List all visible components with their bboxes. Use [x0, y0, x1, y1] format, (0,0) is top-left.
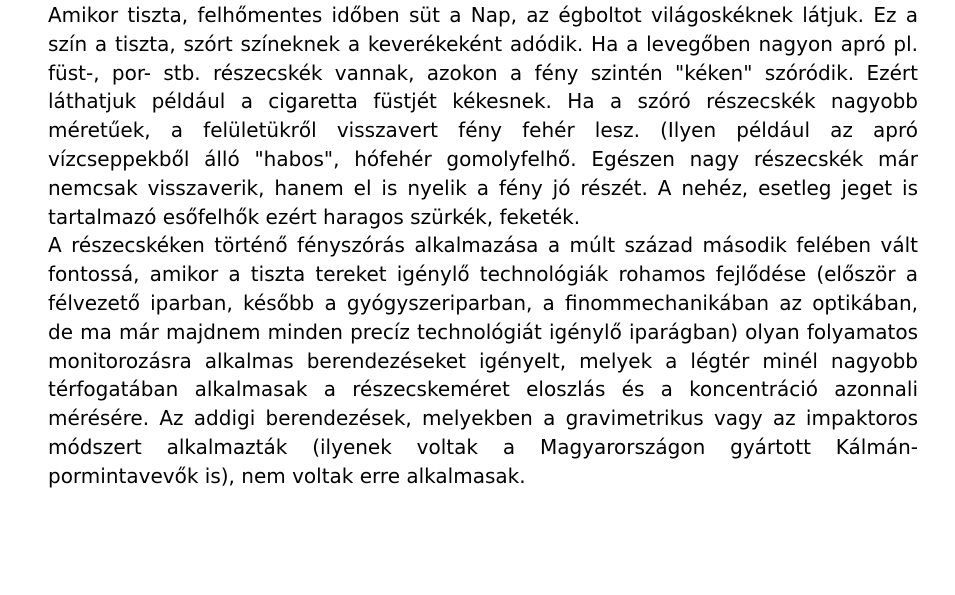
paragraph-sky-color: Amikor tiszta, felhőmentes időben süt a Nap, az égboltot világoskéknek látjuk. Ez a szín a tiszta, szórt színeknek a keverékeként adódik. Ha a levegőben nagyon apró pl. füst-, por- stb. részecskék vannak, azokon a fény szintén "kéken" szóródik. Ezért láthatjuk például a cigaretta füstjét kékesnek. Ha a szóró részecskék nagyobb méretűek, a felületükről visszavert fény fehér lesz. (Ilyen például az apró vízcseppekből álló "habos", hófehér gomolyfelhő. Egészen nagy részecskék már nemcsak visszaverik, hanem el is nyelik a fény jó részét. A nehéz, esetleg jeget is tartalmazó esőfelhők ezért haragos szürkék, feketék. [48, 3, 918, 229]
paragraph-light-scattering-application: A részecskéken történő fényszórás alkalmazása a múlt század második felében vált fontossá, amikor a tiszta tereket igénylő technológiák rohamos fejlődése (először a félvezető iparban, később a gyógyszeriparban, a finommechanikában az optikában, de ma már majdnem minden precíz technológiát igénylő iparágban) olyan folyamatos monitorozásra alkalmas berendezéseket igényelt, melyek a légtér minél nagyobb térfogatában alkalmasak a részecskeméret eloszlás és a koncentráció azonnali mérésére. Az addigi berendezések, melyekben a gravimetrikus vagy az impaktoros módszert alkalmazták (ilyenek voltak a Magyarországon gyártott Kálmán-pormintavevők is), nem voltak erre alkalmasak. [48, 233, 918, 488]
document-body [48, 0, 918, 491]
